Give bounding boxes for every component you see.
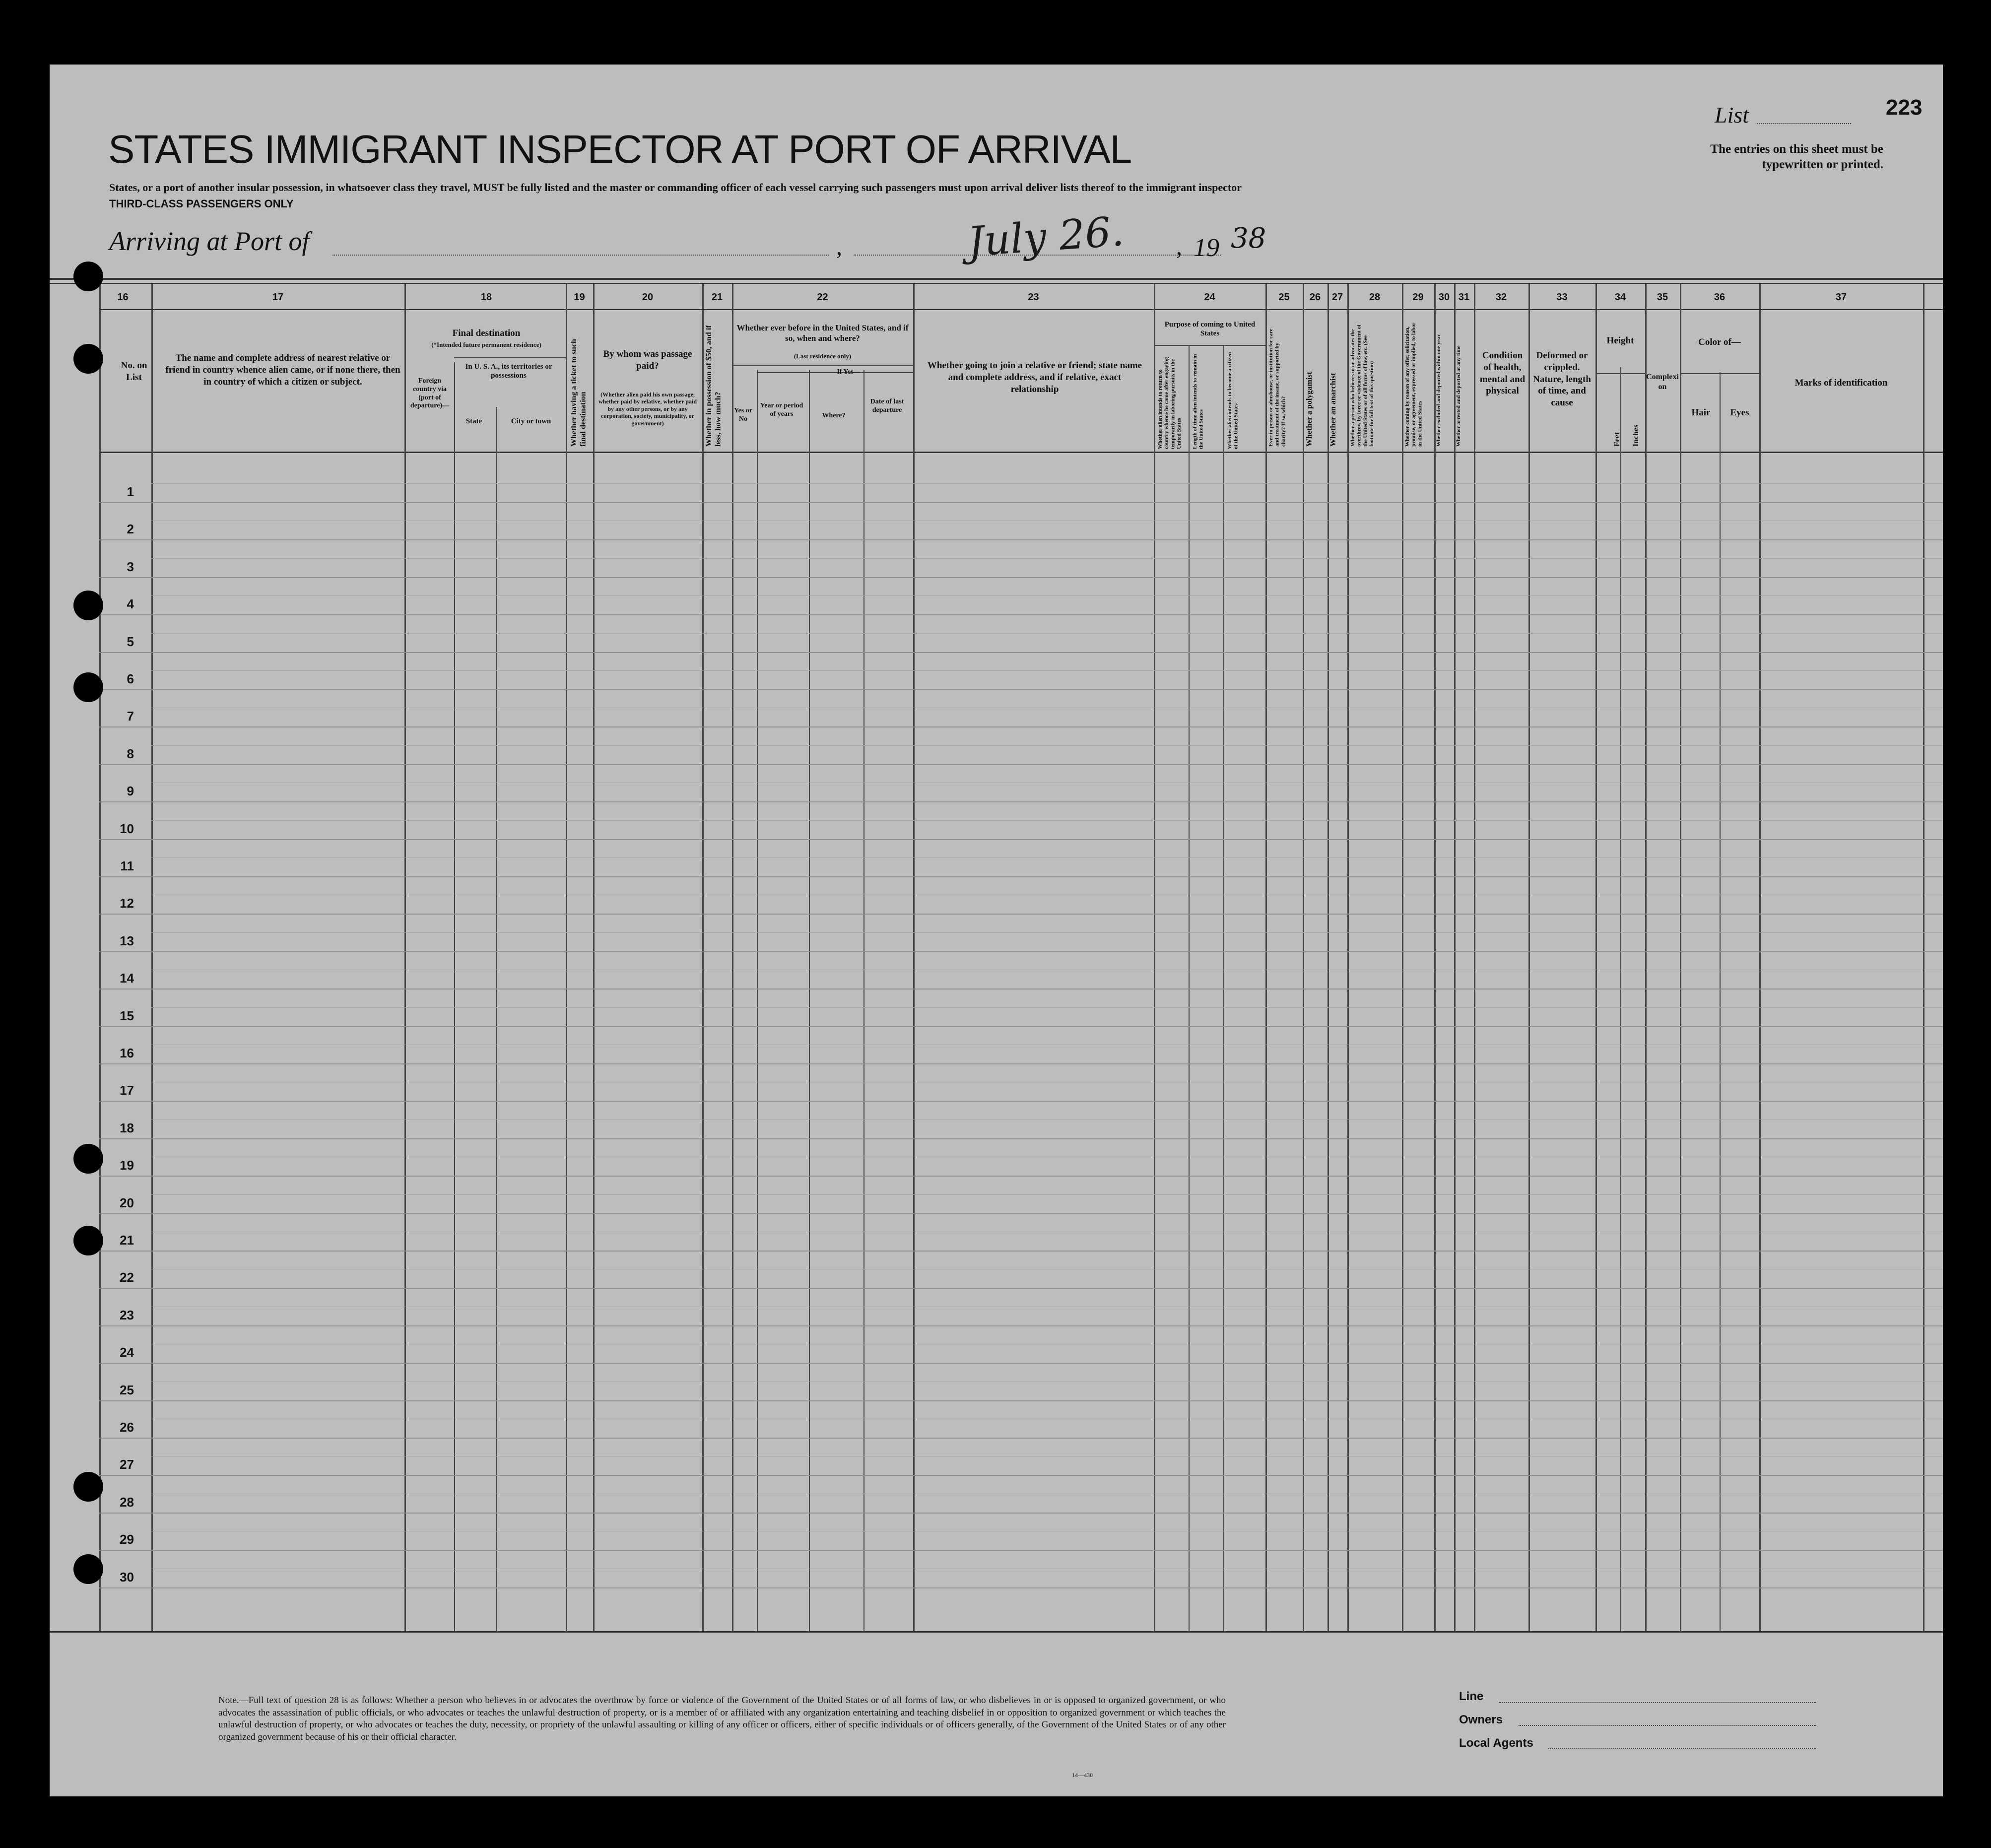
row-number: 7	[127, 709, 134, 724]
row-rule	[99, 801, 1943, 802]
col-32-header: Condition of health, mental and physical	[1479, 350, 1526, 396]
row-number: 14	[120, 971, 134, 986]
owners-label: Owners	[1459, 1713, 1503, 1726]
col-18-usa: In U. S. A., its territories or possessions	[465, 363, 552, 380]
col-28-header: Whether a person who believes in or advocates the overthrow by force or violence of the Government of the United States or of all forms of law, etc. (See footnote for full text of this question)	[1350, 324, 1375, 447]
row-rule	[99, 1587, 1943, 1588]
col-37-number: 37	[1835, 292, 1847, 303]
list-number-line	[1757, 123, 1851, 124]
column-divider	[1680, 284, 1681, 1631]
col-25-header: Ever in prison or almshouse, or institution for care and treatment of the insane, or supported by charity? If so, which?	[1268, 329, 1287, 447]
row-rule	[99, 1138, 1943, 1139]
col-36-header: Color of—	[1698, 337, 1741, 347]
row-number: 28	[120, 1495, 134, 1510]
footer-note: Note.—Full text of question 28 is as follows: Whether a person who believes in or advocates the overthrow by force or violence of the Government of the United States or of all forms of law, or who disbelieves in or is opposed to organized government, or who advocates the assassination of public officials, or who advocates or teaches the unlawful destruction of property, or is a member of or affiliated with any organization entertaining and teaching disbelief in or opposition to organized government or which teaches the unlawful destruction of property, or who advocates or teaches the duty, necessity, or propriety of the unlawful assaulting or killing of any officer or officers, either of specific individuals or of officers generally, of the Government of the United States or of any other organized government because of his or their official character.	[218, 1695, 1226, 1743]
column-divider	[151, 284, 153, 1631]
punch-hole	[73, 262, 103, 291]
subcolumn-divider	[454, 362, 455, 1631]
row-number: 5	[127, 634, 134, 649]
column-divider	[1265, 284, 1267, 1631]
col-25-number: 25	[1278, 292, 1290, 303]
column-divider	[1595, 284, 1597, 1631]
row-number: 22	[120, 1270, 134, 1285]
row-number: 21	[120, 1233, 134, 1248]
col-20-header: By whom was passage paid?	[603, 349, 692, 371]
col-18-note: (*Intended future permanent residence)	[431, 341, 541, 348]
punch-hole	[73, 1472, 103, 1502]
column-divider	[1327, 284, 1329, 1631]
col-22-yesno: Yes or No	[734, 407, 752, 423]
column-divider	[732, 284, 733, 1631]
col-20-note: (Whether alien paid his own passage, whether paid by relative, whether paid by any other persons, or by any corporation, society, municipality, or government)	[598, 391, 697, 427]
line-field	[1499, 1702, 1816, 1703]
table-top-rule	[50, 278, 1943, 280]
row-number: 27	[120, 1457, 134, 1472]
col-37-header: Marks of identification	[1794, 378, 1888, 388]
row-rule	[99, 1325, 1943, 1326]
row-number: 15	[120, 1008, 134, 1023]
row-number: 16	[120, 1046, 134, 1060]
row-rule	[99, 1176, 1943, 1177]
punch-hole	[73, 344, 103, 374]
col-18-header: Final destination	[452, 328, 521, 338]
row-number: 23	[120, 1308, 134, 1322]
col-22-datelast: Date of last departure	[870, 398, 904, 414]
row-subrule	[151, 558, 1943, 559]
owners-field	[1519, 1725, 1816, 1726]
list-label: List	[1715, 102, 1749, 128]
punch-hole	[73, 591, 103, 620]
page-subtitle: States, or a port of another insular possession, in whatsoever class they travel, MUST be fully listed and the master or commanding officer of each vessel carrying such passengers must upon arrival deliver lists thereof to the immigrant inspector	[109, 181, 1242, 194]
row-rule	[99, 764, 1943, 765]
col-17-number: 17	[272, 292, 284, 303]
row-subrule	[151, 745, 1943, 746]
port-field	[332, 255, 829, 256]
col-26-header: Whether a polygamist	[1305, 372, 1314, 447]
column-divider	[1402, 284, 1403, 1631]
row-subrule	[151, 633, 1943, 634]
punch-hole	[73, 1554, 103, 1584]
row-rule	[99, 1026, 1943, 1027]
header-subrule	[1154, 345, 1265, 346]
row-rule	[99, 914, 1943, 915]
row-number: 4	[127, 596, 134, 611]
col-35-header: Complexion	[1646, 373, 1679, 391]
row-number: 20	[120, 1195, 134, 1210]
col-22-note: (Last residence only)	[794, 352, 852, 360]
col-19-number: 19	[574, 292, 585, 303]
row-rule	[99, 1101, 1943, 1102]
row-rule	[99, 502, 1943, 503]
row-rule	[99, 876, 1943, 877]
row-number: 29	[120, 1532, 134, 1547]
row-rule	[99, 539, 1943, 540]
agents-label: Local Agents	[1459, 1736, 1533, 1750]
col-24-header: Purpose of coming to United States	[1164, 321, 1256, 337]
row-rule	[99, 1400, 1943, 1401]
column-divider	[1528, 284, 1530, 1631]
column-divider	[1154, 284, 1155, 1631]
col-18-city: City or town	[511, 417, 551, 425]
subcolumn-divider	[1720, 372, 1721, 1631]
row-number: 10	[120, 821, 134, 836]
row-rule	[99, 951, 1943, 952]
col-22-ifyes: If Yes—	[837, 368, 861, 376]
table-bottom-rule	[50, 1631, 1943, 1633]
row-rule	[99, 1475, 1943, 1476]
row-rule	[99, 1251, 1943, 1252]
col-19-header: Whether having a ticket to such final destination	[570, 338, 588, 447]
column-divider	[1347, 284, 1349, 1631]
subcolumn-divider	[863, 370, 864, 1631]
col-34-feet: Feet	[1613, 432, 1621, 447]
column-divider	[1645, 284, 1647, 1631]
row-number: 12	[120, 896, 134, 911]
col-30-number: 30	[1438, 292, 1450, 303]
row-number: 30	[120, 1570, 134, 1584]
row-rule	[99, 614, 1943, 615]
entries-note: The entries on this sheet must be typewritten or printed.	[1710, 142, 1883, 172]
row-number: 18	[120, 1121, 134, 1135]
arriving-label: Arriving at Port of	[109, 226, 310, 256]
comma: ,	[1176, 234, 1182, 260]
col-23-header: Whether going to join a relative or friend; state name and complete address, and if relative, exact relationship	[927, 360, 1142, 395]
manifest-sheet	[50, 65, 1943, 1796]
subcolumn-divider	[496, 407, 497, 1631]
col-34-number: 34	[1614, 292, 1626, 303]
column-divider	[702, 284, 704, 1631]
row-number: 3	[127, 559, 134, 574]
col-16-header: No. on List	[121, 360, 147, 383]
row-rule	[99, 839, 1943, 840]
column-divider	[1759, 284, 1761, 1631]
col-31-number: 31	[1458, 292, 1470, 303]
row-number: 1	[127, 484, 134, 499]
row-subrule	[151, 1194, 1943, 1195]
row-number: 25	[120, 1383, 134, 1397]
header-subrule	[1680, 373, 1759, 374]
col-27-header: Whether an anarchist	[1329, 373, 1337, 447]
row-subrule	[151, 595, 1943, 596]
row-rule	[99, 989, 1943, 990]
row-number: 6	[127, 671, 134, 686]
row-rule	[99, 1363, 1943, 1364]
col-21-number: 21	[711, 292, 723, 303]
col-18-state: State	[465, 417, 482, 425]
row-subrule	[151, 932, 1943, 933]
row-subrule	[151, 670, 1943, 671]
col-24-a: Whether alien intends to return to country whence he came after engaging temporarily in laboring pursuits in the United States	[1157, 357, 1182, 449]
row-number: 17	[120, 1083, 134, 1098]
col-23-number: 23	[1028, 292, 1039, 303]
row-number: 2	[127, 522, 134, 536]
col-24-c: Whether alien intends to become a citizen of the United States	[1227, 352, 1239, 449]
row-subrule	[151, 820, 1943, 821]
col-28-number: 28	[1369, 292, 1381, 303]
column-divider	[1454, 284, 1456, 1631]
row-number: 9	[127, 784, 134, 798]
row-rule	[99, 1213, 1943, 1214]
col-30-header: Whether excluded and deported within one year	[1436, 334, 1442, 447]
column-divider	[593, 284, 595, 1631]
row-rule	[99, 652, 1943, 653]
header-subrule	[732, 365, 913, 366]
col-21-header: Whether in possession of $50, and if less, how much?	[705, 325, 723, 447]
col-22-number: 22	[817, 292, 828, 303]
row-number: 8	[127, 746, 134, 761]
col-18-foreign: Foreign country via (port of departure)—	[410, 377, 450, 410]
column-divider	[566, 284, 567, 1631]
col-29-header: Whether coming by reason of any offer, solicitation, promise, or agreement, expressed or implied, to labor in the United States	[1404, 323, 1423, 447]
col-22-where: Where?	[822, 412, 846, 419]
subcolumn-divider	[1620, 367, 1621, 1631]
col-34-header: Height	[1606, 335, 1634, 346]
year-prefix: 19	[1194, 234, 1219, 262]
col-32-number: 32	[1495, 292, 1507, 303]
col-36-eyes: Eyes	[1730, 407, 1749, 418]
column-divider	[1303, 284, 1304, 1631]
row-rule	[99, 1550, 1943, 1551]
row-rule	[99, 1513, 1943, 1514]
col-24-b: Length of time alien intends to remain in the United States	[1192, 354, 1204, 449]
col-18-number: 18	[480, 292, 492, 303]
colnum-rule	[99, 309, 1943, 310]
col-16-number: 16	[117, 292, 129, 303]
page-title: STATES IMMIGRANT INSPECTOR AT PORT OF ARRIVAL	[108, 127, 1132, 171]
col-20-number: 20	[642, 292, 654, 303]
comma: ,	[836, 234, 842, 260]
col-22-header: Whether ever before in the United States, and if so, when and where?	[736, 323, 909, 343]
column-divider	[1474, 284, 1475, 1631]
column-divider	[404, 284, 406, 1631]
col-24-number: 24	[1204, 292, 1215, 303]
column-divider	[1923, 284, 1925, 1631]
header-bottom-rule	[99, 452, 1943, 453]
row-subrule	[151, 1007, 1943, 1008]
line-label: Line	[1459, 1690, 1484, 1703]
subcolumn-divider	[757, 370, 758, 1631]
col-36-hair: Hair	[1691, 407, 1711, 418]
col-29-number: 29	[1412, 292, 1424, 303]
row-rule	[99, 689, 1943, 690]
year-suffix: 38	[1231, 222, 1266, 255]
class-label: THIRD-CLASS PASSENGERS ONLY	[109, 198, 294, 210]
col-35-number: 35	[1657, 292, 1668, 303]
row-rule	[99, 577, 1943, 578]
col-31-header: Whether arrested and deported at any time	[1456, 345, 1461, 447]
row-number: 11	[120, 858, 134, 873]
date-handwritten: July 26.	[966, 208, 1126, 266]
table-top-rule-2	[50, 283, 1943, 284]
row-number: 19	[120, 1158, 134, 1173]
row-number: 24	[120, 1345, 134, 1360]
punch-hole	[73, 1144, 103, 1174]
punch-hole	[73, 1226, 103, 1255]
list-number: 223	[1886, 95, 1923, 120]
column-divider	[1434, 284, 1436, 1631]
punch-hole	[73, 672, 103, 702]
header-subrule	[454, 357, 566, 358]
col-27-number: 27	[1331, 292, 1343, 303]
col-22-period: Year or period of years	[760, 402, 803, 418]
row-rule	[99, 1288, 1943, 1289]
row-rule	[99, 726, 1943, 727]
col-34-inches: Inches	[1632, 424, 1640, 447]
row-number: 26	[120, 1420, 134, 1435]
col-33-header: Deformed or crippled. Nature, length of time, and cause	[1533, 350, 1591, 408]
row-rule	[99, 1438, 1943, 1439]
row-number: 13	[120, 933, 134, 948]
col-36-number: 36	[1714, 292, 1726, 303]
row-subrule	[151, 483, 1943, 484]
column-divider	[913, 284, 915, 1631]
agents-field	[1548, 1748, 1816, 1749]
header-subrule	[1595, 373, 1645, 374]
col-26-number: 26	[1309, 292, 1321, 303]
subcolumn-divider	[809, 370, 810, 1631]
col-17-header: The name and complete address of nearest relative or friend in country whence alien came, or if none there, then in country of which a citizen or subject.	[165, 353, 400, 387]
form-code: 14—430	[1072, 1772, 1093, 1779]
row-rule	[99, 1063, 1943, 1064]
col-33-number: 33	[1556, 292, 1568, 303]
